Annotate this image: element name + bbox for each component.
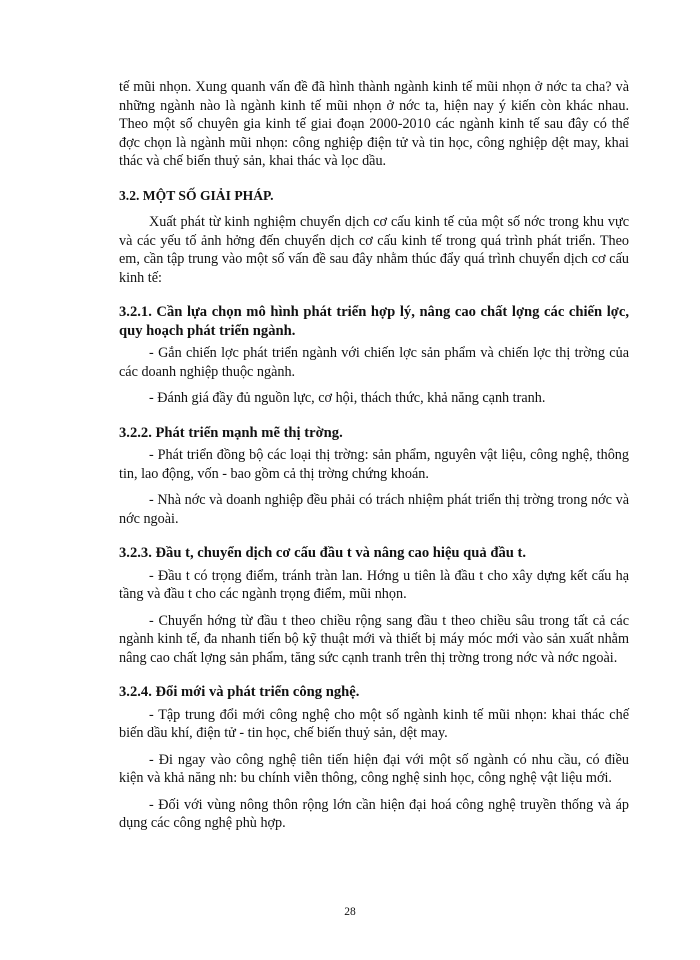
page-number: 28 [344, 906, 356, 918]
intro-paragraph: tế mũi nhọn. Xung quanh vấn đề đã hình thành ngành kinh tế mũi nhọn ở nớc ta cha? và những ngành nào là ngành kinh tế mũi nhọn ở nớc ta, hiện nay ý kiến còn khác nhau. Theo một số chuyên gia kinh tế giai đoạn 2000-2010 các ngành kinh tế sau đây có thể đợc chọn là ngành mũi nhọn: công nghiệp điện tử và tin học, công nghiệp dệt may, khai thác và chế biến thuỷ sản, khai thác và lọc dầu. [119, 79, 629, 169]
page-content [119, 78, 629, 833]
subsection-heading-3-2-1: 3.2.1. Cần lựa chọn mô hình phát triển hợp lý, nâng cao chất lợng các chiến lợc, quy hoạch phát triển ngành. [119, 304, 629, 339]
list-item: - Nhà nớc và doanh nghiệp đều phải có trách nhiệm phát triển thị trờng trong nớc và nớc ngoài. [119, 492, 629, 527]
list-item: - Chuyển hớng từ đầu t theo chiều rộng sang đầu t theo chiều sâu trong tất cả các ngành kinh tế, đa nhanh tiến bộ kỹ thuật mới và thiết bị máy móc mới vào sản xuất nhằm nâng cao chất lợng sản phẩm, tăng sức cạnh tranh trên thị trờng trong nớc và nớc ngoài. [119, 612, 629, 666]
subsection-heading-3-2-2: 3.2.2. Phát triển mạnh mẽ thị trờng. [119, 424, 343, 441]
list-item: - Tập trung đổi mới công nghệ cho một số ngành kinh tế mũi nhọn: khai thác chế biến dầu khí, điện tử - tin học, chế biến thuỷ sản, dệt may. [119, 706, 629, 741]
list-item: - Phát triển đồng bộ các loại thị trờng: sản phẩm, nguyên vật liệu, công nghệ, thông tin, lao động, vốn - bao gồm cả thị trờng chứng khoán. [119, 447, 629, 482]
list-item: - Đầu t có trọng điểm, tránh tràn lan. Hớng u tiên là đầu t cho xây dựng kết cấu hạ tầng và đầu t cho các ngành trọng điểm, mũi nhọn. [119, 567, 629, 602]
section-3-2-body: Xuất phát từ kinh nghiệm chuyển dịch cơ cấu kinh tế của một số nớc trong khu vực và các yếu tố ảnh hởng đến chuyển dịch cơ cấu kinh tế trong quá trình phát triển. Theo em, cần tập trung vào một số vấn đề sau đây nhằm thúc đẩy quá trình chuyển dịch cơ cấu kinh tế: [119, 214, 629, 286]
list-item: - Đánh giá đầy đủ nguồn lực, cơ hội, thách thức, khả năng cạnh tranh. [149, 390, 546, 406]
list-item: - Gắn chiến lợc phát triển ngành với chiến lợc sản phẩm và chiến lợc thị trờng của các doanh nghiệp thuộc ngành. [119, 345, 629, 380]
subsection-heading-3-2-3: 3.2.3. Đầu t, chuyển dịch cơ cấu đầu t và nâng cao hiệu quả đầu t. [119, 545, 527, 561]
list-item: - Đối với vùng nông thôn rộng lớn cần hiện đại hoá công nghệ truyền thống và áp dụng các công nghệ phù hợp. [119, 796, 629, 831]
section-heading-3-2: 3.2. MỘT SỐ GIẢI PHÁP. [119, 187, 274, 203]
subsection-heading-3-2-4: 3.2.4. Đổi mới và phát triển công nghệ. [119, 684, 360, 700]
list-item: - Đi ngay vào công nghệ tiên tiến hiện đại với một số ngành có nhu cầu, có điều kiện và khả năng nh: bu chính viễn thông, công nghệ sinh học, công nghệ vật liệu mới. [119, 751, 629, 786]
